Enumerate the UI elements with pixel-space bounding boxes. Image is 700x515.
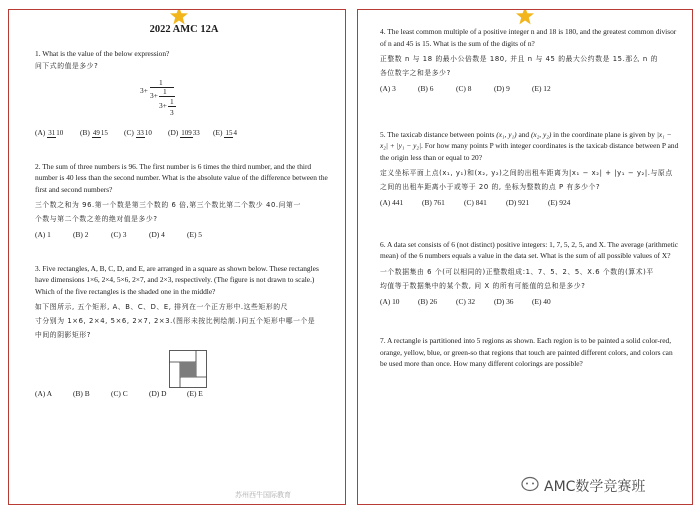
question-7 (380, 335, 680, 370)
option-a[interactable]: (A) 1 (35, 230, 51, 239)
question-2-options (35, 229, 333, 241)
watermark-logo (521, 476, 539, 492)
option-a[interactable]: (A) 441 (380, 198, 404, 207)
question-1-text: 1. What is the value of the below expression? (35, 48, 170, 58)
right-page (357, 9, 693, 505)
option-b[interactable]: (B) B (73, 389, 90, 398)
question-1-options (35, 127, 333, 139)
option-c[interactable]: (C) 32 (456, 296, 476, 306)
left-page (8, 9, 346, 505)
option-b[interactable]: (B) 761 (422, 198, 445, 207)
question-3-options (35, 388, 333, 400)
question-4-text: 4. The least common multiple of a positive integer n and 18 is 180, and the greatest common divisor of n and 45 is 15. What is the sum of the digits of n? (380, 27, 677, 48)
option-e[interactable]: (E) E (187, 389, 203, 398)
option-b[interactable]: (B) 2 (73, 230, 89, 239)
question-5: 5. The taxicab distance between points (x₁, y₁) and (x₂, y₂) in the coordinate plane is given by |x₁ − x₂| + |y₁ − y₂|. For how many points P with integer coordinates is the taxicab distance between P and the origin less than or equal to 20? 定义坐标平面上点(x₁, y₁)和(x₂, y₂)之间的出租车距离为|x₁ − x₂| + |y₁ − y₂|.与原点 之间的出租车距离小于或等于 20 的, 坐标为整数的点 P 有多少个? (A) 441 (B) 761 (C) 841 (D) 921 (E) 924 (380, 129, 679, 207)
question-4: 4. The least common multiple of a positive integer n and 18 is 180, and the greatest common divisor of n and 45 is 15. What is the sum of the digits of n? 正整数 n 与 18 的最小公倍数是 180, 并且 n 与 45 的最大公约数是 15.那么 n 的 各位数字之和是多少? (A) 3 (B) 6 (C) 8 (D) 9 (E) 12 (380, 26, 680, 95)
question-6-text: 6. A data set consists of 6 (not distinct) positive integers: 1, 7, 5, 2, 5, and X. The average (arithmetic mean) of the 6 numbers equals a value in the data set. What is the sum of all possible values of X? (380, 239, 679, 260)
question-5-text: 5. The taxicab distance between points (x₁, y₁) and (x₂, y₂) in the coordinate plane is given by |x₁ − x₂| + |y₁ − y₂|. For how many points P with integer coordinates is the taxicab distance between P and the origin less than or equal to 20? (380, 129, 679, 162)
option-d[interactable]: (D) 4 (149, 230, 165, 239)
question-4-options (380, 83, 680, 95)
option-e[interactable]: (E) 924 (548, 198, 571, 207)
watermark: 苏州西牛国际教育 (235, 491, 291, 499)
question-7-text: 7. A rectangle is partitioned into 5 regions as shown. Each region is to be painted a solid color-red, orange, yellow, blue, or green-so that regions that touch are painted different colors, and colors can be used more than once. How many different colorings are possible? (380, 336, 673, 368)
option-b[interactable]: (B) 26 (418, 296, 438, 306)
option-e[interactable]: (E) 40 (532, 296, 551, 306)
question-2-text: 2. The sum of three numbers is 96. The first number is 6 times the third number, and the third number is 40 less than the second number. What is the absolute value of the difference between the first and second numbers? (35, 161, 328, 194)
taxicab-formula: |x₁ − x₂| + |y₁ − y₂| (380, 129, 672, 150)
watermark: AMC数学竞赛班 (544, 479, 646, 495)
question-1-zh: 问下式的值是多少? (35, 62, 99, 70)
question-6: 6. A data set consists of 6 (not distinct) positive integers: 1, 7, 5, 2, 5, and X. The average (arithmetic mean) of the 6 numbers equals a value in the data set. What is the sum of all possible values of X? 一个数据集由 6 个(可以相同的)正整数组成:1、7、5、2、5、X.6 个数的(算术)平 均值等于数据集中的某个数, 问 X 的所有可能值的总和是多少? (A) 10 (B) 26 (C) 32 (D) 36 (E) 40 (380, 239, 679, 306)
option-c[interactable]: (C) C (111, 389, 128, 398)
option-a[interactable]: (A) 10 (380, 296, 400, 306)
option-a[interactable]: (A) 3 (380, 84, 396, 93)
option-b[interactable]: (B) 6 (418, 84, 434, 93)
option-e[interactable]: (E) 5 (187, 230, 202, 239)
question-2: 2. The sum of three numbers is 96. The first number is 6 times the third number, and the third number is 40 less than the second number. What is the absolute value of the difference between the first and second numbers? 三个数之和为 96.第一个数是第三个数的 6 倍,第三个数比第二个数少 40.问第一 个数与第二个数之差的绝对值是多少? (A) 1 (B) 2 (C) 3 (D) 4 (E) 5 (35, 161, 333, 241)
option-b[interactable]: (B) 4915 (80, 128, 108, 137)
option-d[interactable]: (D) 921 (506, 198, 530, 207)
option-a[interactable]: (A) A (35, 389, 53, 398)
question-6-options (380, 296, 680, 308)
option-c[interactable]: (C) 841 (464, 198, 487, 207)
continued-fraction: 3+ 1 3+ 1 3+ 1 3 (35, 77, 333, 125)
option-e[interactable]: (E) 154 (213, 128, 237, 137)
option-d[interactable]: (D) D (149, 389, 167, 398)
option-d[interactable]: (D) 10933 (168, 128, 200, 137)
question-5-options (380, 197, 680, 209)
page-title: 2022 AMC 12A (149, 24, 219, 35)
question-3-text: 3. Five rectangles, A, B, C, D, and E, are arranged in a square as shown below. These rectangles have dimensions 1×6, 2×4, 5×6, 2×7, and 2×3, respectively. (The figure is not drawn to scale.) Which of the five rectangles is the shaded one in the middle? (35, 263, 319, 296)
option-c[interactable]: (C) 8 (456, 84, 472, 93)
option-d[interactable]: (D) 36 (494, 296, 514, 306)
option-c[interactable]: (C) 3 (111, 230, 127, 239)
option-d[interactable]: (D) 9 (494, 84, 510, 93)
option-e[interactable]: (E) 12 (532, 84, 551, 93)
option-a[interactable]: (A) 3110 (35, 128, 64, 137)
rectangles-figure (35, 342, 333, 388)
question-3: 3. Five rectangles, A, B, C, D, and E, are arranged in a square as shown below. These rectangles have dimensions 1×6, 2×4, 5×6, 2×7, and 2×3, respectively. (The figure is not drawn to scale.) Which of the five rectangles is the shaded one in the middle? 如下图所示, 五个矩形, A、B、C、D、E, 排列在一个正方形中.这些矩形的尺 寸分别为 1×6, 2×4, 5×6, 2×7, 2×3.(图形未按比例绘制.)问五个矩形中哪一个是 中间的阴影矩形? (A) A (B) B (C) C (D) D (E) E (35, 263, 333, 400)
option-c[interactable]: (C) 3310 (124, 128, 152, 137)
question-1 (35, 48, 333, 139)
